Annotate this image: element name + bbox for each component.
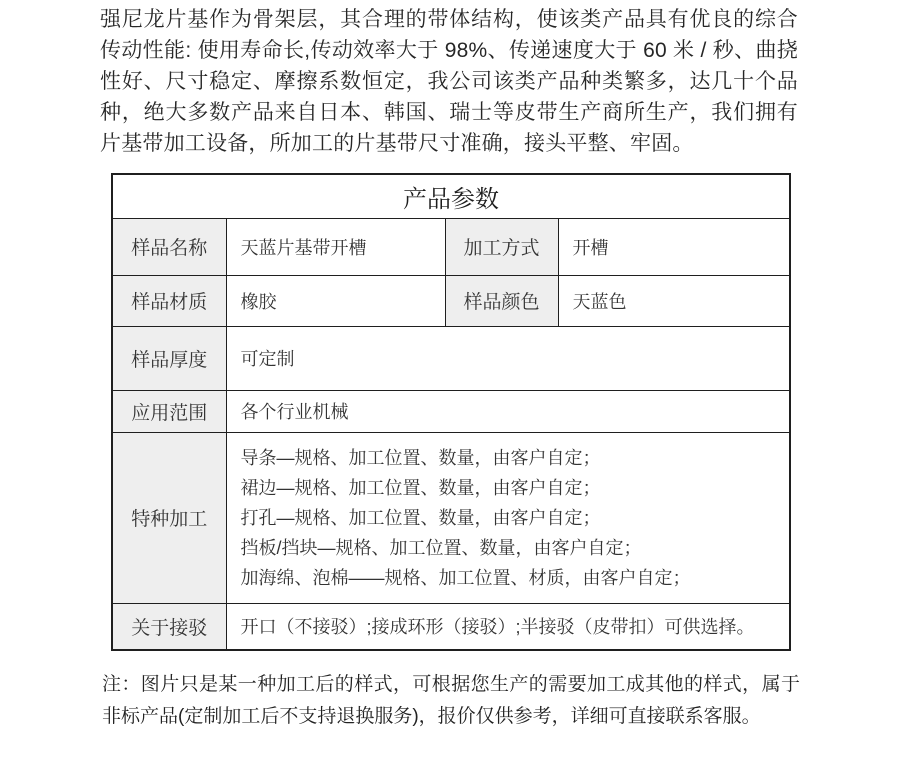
param-value-processing-method: 开槽	[558, 218, 790, 275]
param-value-application-scope: 各个行业机械	[226, 390, 790, 432]
param-value-joint: 开口（不接驳）;接成环形（接驳）;半接驳（皮带扣）可供选择。	[226, 603, 790, 650]
note-paragraph: 注：图片只是某一种加工后的样式，可根据您生产的需要加工成其他的样式，属于非标产品(定制加工后不支持退换服务)，报价仅供参考，详细可直接联系客服。	[102, 674, 800, 727]
special-processing-line: 导条—规格、加工位置、数量，由客户自定；	[240, 447, 601, 468]
table-row	[112, 275, 790, 326]
param-label-sample-thickness: 样品厚度	[112, 326, 226, 390]
param-label-application-scope: 应用范围	[112, 390, 226, 432]
param-label-processing-method: 加工方式	[445, 218, 558, 275]
special-processing-line: 挡板/挡块—规格、加工位置、数量，由客户自定；	[240, 537, 642, 558]
special-processing-line: 加海绵、泡棉——规格、加工位置、材质，由客户自定；	[240, 567, 691, 588]
table-row	[112, 326, 790, 390]
intro-paragraph: 强尼龙片基作为骨架层，其合理的带体结构，使该类产品具有优良的综合传动性能: 使用寿命长,传动效率大于 98%、传递速度大于 60 米 / 秒、曲挠性好、尺寸稳定、摩擦系数恒定，我公司该类产品种类繁多，达几十个品种，绝大多数产品来自日本、韩国、瑞士等皮带生产商所生产，我们拥有片基带加工设备，所加工的片基带尺寸准确，接头平整、牢固。	[100, 8, 798, 155]
param-value-special-processing	[226, 432, 790, 603]
param-value-sample-color: 天蓝色	[558, 275, 790, 326]
param-label-joint: 关于接驳	[112, 603, 226, 650]
table-row	[112, 390, 790, 432]
param-value-sample-material: 橡胶	[226, 275, 445, 326]
product-params-table	[111, 173, 791, 651]
param-label-sample-material: 样品材质	[112, 275, 226, 326]
table-title: 产品参数	[112, 174, 790, 218]
table-row	[112, 603, 790, 650]
table-row	[112, 432, 790, 603]
special-processing-line: 打孔—规格、加工位置、数量，由客户自定；	[240, 507, 601, 528]
param-label-sample-color: 样品颜色	[445, 275, 558, 326]
param-label-special-processing: 特种加工	[112, 432, 226, 603]
param-label-sample-name: 样品名称	[112, 218, 226, 275]
table-title-row	[112, 174, 790, 218]
param-value-sample-thickness: 可定制	[226, 326, 790, 390]
table-row	[112, 218, 790, 275]
param-value-sample-name: 天蓝片基带开槽	[226, 218, 445, 275]
special-processing-line: 裙边—规格、加工位置、数量，由客户自定；	[240, 477, 601, 498]
